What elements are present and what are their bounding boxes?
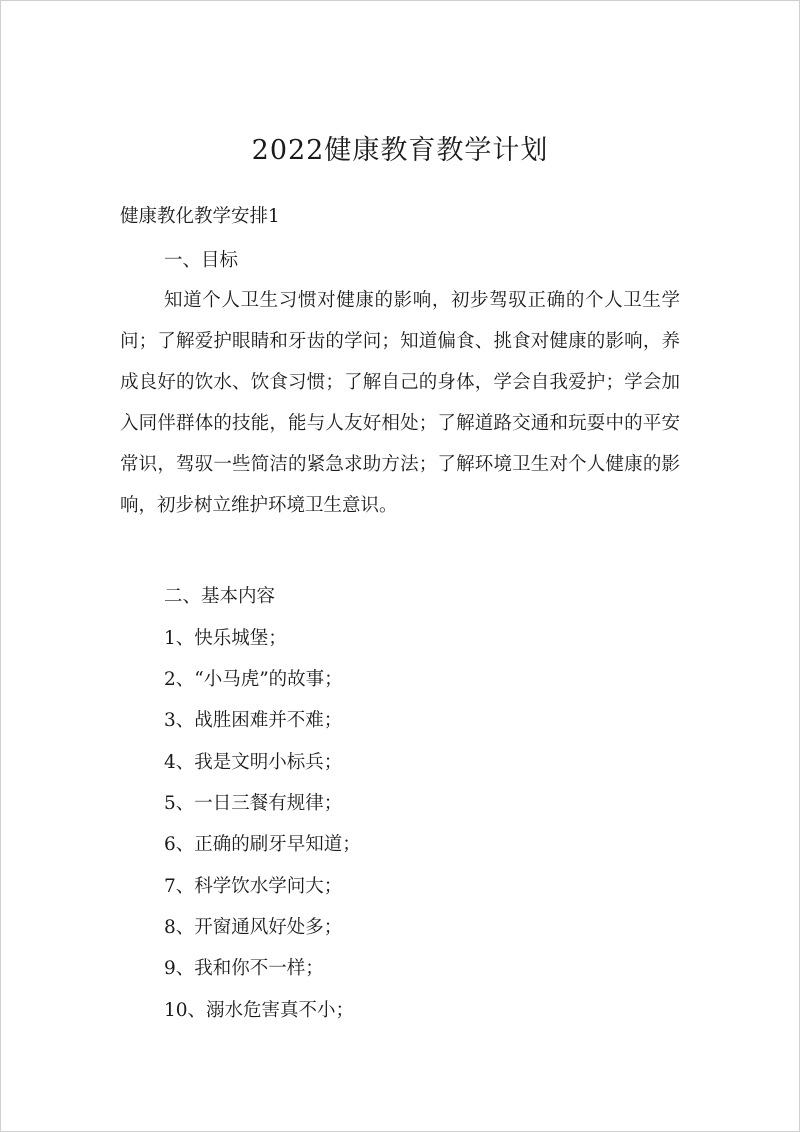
list-item: 3、战胜困难并不难； [164,710,343,731]
list-item: 8、开窗通风好处多； [164,917,343,938]
list-item: 5、一日三餐有规律； [164,793,343,814]
list-item: 2、“小马虎”的故事； [164,669,343,690]
goals-paragraph: 知道个人卫生习惯对健康的影响，初步驾驭正确的个人卫生学问；了解爱护眼睛和牙齿的学问；知道偏食、挑食对健康的影响，养成良好的饮水、饮食习惯；了解自己的身体，学会自我爱护；学会加入同伴群体的技能，能与人友好相处；了解道路交通和玩耍中的平安常识，驾驭一些简洁的紧急求助方法；了解环境卫生对个人健康的影响，初步树立维护环境卫生意识。 [120,290,680,516]
section-heading-content: 二、基本内容 [164,586,276,607]
list-item: 6、正确的刷牙早知道； [164,834,361,855]
section-heading-goals: 一、目标 [164,250,239,271]
list-item: 7、科学饮水学问大； [164,876,343,897]
list-item: 9、我和你不一样； [164,958,324,979]
list-item: 4、我是文明小标兵； [164,752,343,773]
list-item: 10、溺水危害真不小； [164,1000,355,1021]
list-item: 1、快乐城堡； [164,628,287,649]
document-title: 2022健康教育教学计划 [251,135,549,166]
plan-subtitle: 健康教化教学安排1 [120,206,280,227]
